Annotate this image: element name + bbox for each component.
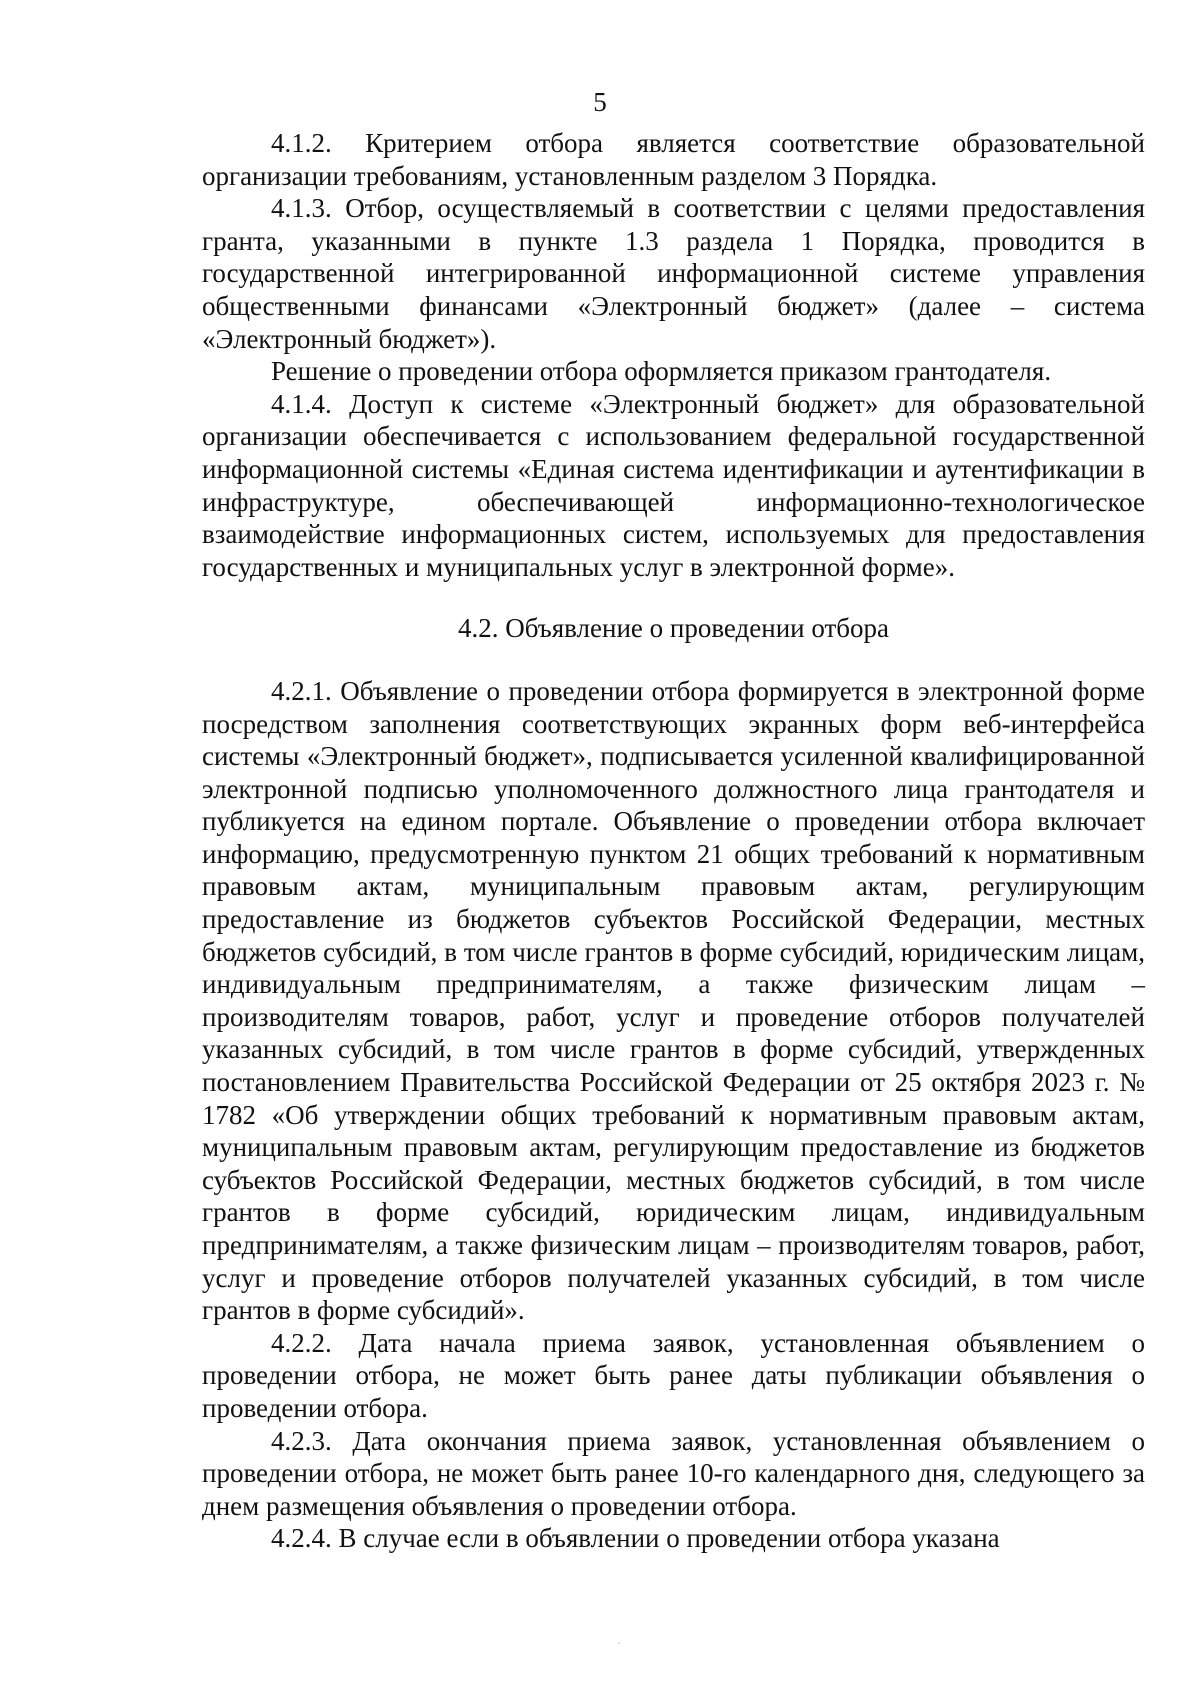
paragraph-4-1-2: 4.1.2. Критерием отбора является соответствие образовательной организации требованиям, установленным разделом 3 Порядка. bbox=[202, 128, 1145, 191]
scan-speck bbox=[618, 1642, 620, 1644]
paragraph-4-2-2: 4.2.2. Дата начала приема заявок, установленная объявлением о проведении отбора, не может быть ранее даты публикации объявления о проведении отбора. bbox=[202, 1327, 1145, 1423]
paragraph-4-2-4: 4.2.4. В случае если в объявлении о проведении отбора указана bbox=[271, 1523, 1000, 1554]
document-body bbox=[202, 127, 1145, 1555]
paragraph-4-2-1: 4.2.1. Объявление о проведении отбора формируется в электронной форме посредством заполнения соответствующих экранных форм веб-интерфейса системы «Электронный бюджет», подписывается усиленной квалифицированной электронной подписью уполномоченного должностного лица грантодателя и публикуется на едином портале. Объявление о проведении отбора включает информацию, предусмотренную пунктом 21 общих требований к нормативным правовым актам, муниципальным правовым актам, регулирующим предоставление из бюджетов субъектов Российской Федерации, местных бюджетов субсидий, в том числе грантов в форме субсидий, юридическим лицам, индивидуальным предпринимателям, а также физическим лицам – производителям товаров, работ, услуг и проведение отборов получателей указанных субсидий, в том числе грантов в форме субсидий, утвержденных постановлением Правительства Российской Федерации от 25 октября 2023 г. № 1782 «Об утверждении общих требований к нормативным правовым актам, муниципальным правовым актам, регулирующим предоставление из бюджетов субъектов Российской Федерации, местных бюджетов субсидий, в том числе грантов в форме субсидий, юридическим лицам, индивидуальным предпринимателям, а также физическим лицам – производителям товаров, работ, услуг и проведение отборов получателей указанных субсидий, в том числе грантов в форме субсидий». bbox=[202, 675, 1145, 1326]
paragraph-4-1-3: 4.1.3. Отбор, осуществляемый в соответствии с целями предоставления гранта, указанными в пункте 1.3 раздела 1 Порядка, проводится в государственной интегрированной информационной системе управления общественными финансами «Электронный бюджет» (далее – система «Электронный бюджет»). bbox=[202, 193, 1145, 354]
page-number: 5 bbox=[593, 87, 607, 117]
paragraph-4-2-3: 4.2.3. Дата окончания приема заявок, установленная объявлением о проведении отбора, не может быть ранее 10-го календарного дня, следующего за днем размещения объявления о проведении отбора. bbox=[202, 1425, 1145, 1521]
paragraph-decision: Решение о проведении отбора оформляется приказом грантодателя. bbox=[271, 356, 1052, 387]
paragraph-4-1-4: 4.1.4. Доступ к системе «Электронный бюджет» для образовательной организации обеспечивается с использованием федеральной государственной информационной системы «Единая система идентификации и аутентификации в инфраструктуре, обеспечивающей информационно-технологическое взаимодействие информационных систем, используемых для предоставления государственных и муниципальных услуг в электронной форме». bbox=[202, 388, 1145, 582]
section-heading-4-2: 4.2. Объявление о проведении отбора bbox=[457, 613, 890, 644]
